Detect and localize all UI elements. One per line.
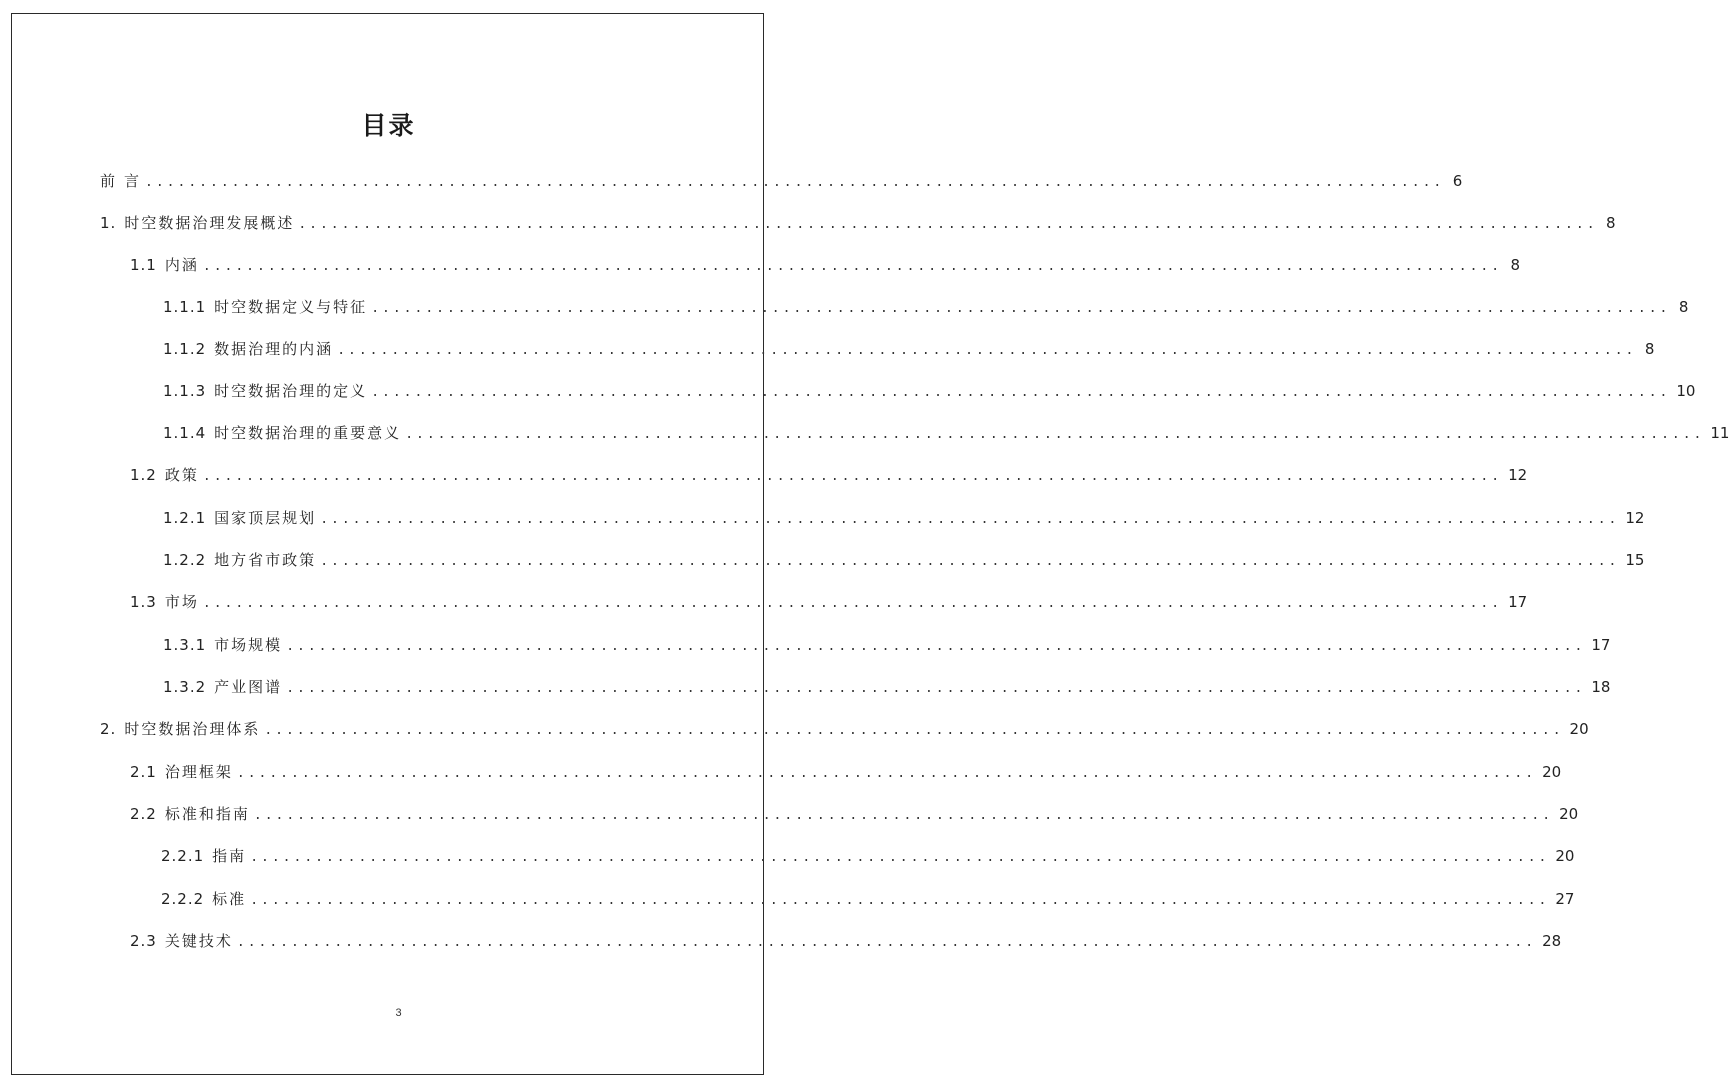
toc-entry[interactable]: [163, 380, 1696, 404]
toc-entry[interactable]: [163, 422, 1729, 446]
toc-entry-page: 8: [1678, 298, 1689, 316]
toc-entry-title: 关键技术: [164, 932, 233, 950]
toc-entry-number: 1.1.1: [163, 298, 207, 316]
toc-entry-page: 27: [1555, 890, 1575, 908]
toc-leader-dots: ........................................................................................................................: [250, 850, 1550, 865]
toc-entry-number: 1.3: [130, 593, 157, 611]
toc-leader-dots: ........................................................................................................................: [286, 681, 1586, 696]
toc-entry[interactable]: [161, 845, 1575, 869]
toc-entry-number: 1.: [100, 214, 117, 232]
toc-entry-number: 1.3.1: [163, 636, 207, 654]
toc-entry-title: 治理框架: [164, 763, 233, 781]
toc-entry-title: 时空数据治理体系: [124, 720, 261, 738]
toc-entry[interactable]: [161, 888, 1575, 912]
toc-entry[interactable]: [163, 507, 1645, 531]
toc-entry-page: 11: [1710, 424, 1729, 442]
toc-entry-number: 2.1: [130, 763, 157, 781]
toc-leader-dots: ........................................................................................................................: [337, 343, 1637, 358]
toc-entry-page: 18: [1591, 678, 1611, 696]
toc-entry[interactable]: [163, 676, 1611, 700]
toc-entry-page: 10: [1676, 382, 1696, 400]
toc-entry-title: 内涵: [164, 256, 199, 274]
toc-entry-page: 6: [1452, 172, 1463, 190]
toc-entry-number: 前: [100, 172, 117, 190]
toc-entry-title: 标准: [212, 890, 247, 908]
toc-entry-title: 时空数据定义与特征: [214, 298, 368, 316]
toc-entry-page: 17: [1591, 636, 1611, 654]
toc-entry[interactable]: [163, 634, 1611, 658]
toc-leader-dots: ........................................................................................................................: [250, 893, 1550, 908]
toc-leader-dots: ........................................................................................................................: [236, 935, 1537, 950]
toc-entry[interactable]: [100, 718, 1589, 742]
toc-entry[interactable]: [130, 761, 1562, 785]
toc-entry-title: 数据治理的内涵: [214, 340, 334, 358]
toc-leader-dots: ........................................................................................................................: [286, 639, 1586, 654]
toc-entry-number: 1.2.1: [163, 509, 207, 527]
toc-entry-page: 15: [1625, 551, 1645, 569]
toc-entry-page: 20: [1555, 847, 1575, 865]
toc-entry-title: 指南: [212, 847, 247, 865]
page-number: 3: [395, 1007, 402, 1019]
toc-leader-dots: ........................................................................................................................: [145, 175, 1445, 190]
toc-entry-page: 8: [1644, 340, 1655, 358]
toc-entry[interactable]: [130, 803, 1579, 827]
toc-leader-dots: ........................................................................................................................: [320, 554, 1620, 569]
toc-entry-title: 时空数据治理发展概述: [124, 214, 295, 232]
toc-leader-dots: ........................................................................................................................: [371, 385, 1671, 400]
toc-entry-title: 国家顶层规划: [214, 509, 317, 527]
toc-entry-title: 市场规模: [214, 636, 283, 654]
toc-entry[interactable]: [130, 254, 1521, 278]
toc-leader-dots: ........................................................................................................................: [202, 259, 1503, 274]
toc-entry-title: 时空数据治理的重要意义: [214, 424, 402, 442]
toc-entry[interactable]: [163, 338, 1655, 362]
toc-entry-page: 8: [1605, 214, 1616, 232]
toc-leader-dots: ........................................................................................................................: [371, 301, 1671, 316]
toc-entry-number: 1.1.4: [163, 424, 207, 442]
toc-entry[interactable]: [163, 296, 1689, 320]
toc-entry-number: 1.2: [130, 466, 157, 484]
toc-entry-number: 1.1.3: [163, 382, 207, 400]
toc-entry-page: 20: [1542, 763, 1562, 781]
toc-entry-number: 1.3.2: [163, 678, 207, 696]
toc-entry-title: 时空数据治理的定义: [214, 382, 368, 400]
toc-entry[interactable]: [130, 464, 1528, 488]
toc-entry-number: 1.1.2: [163, 340, 207, 358]
toc-leader-dots: ........................................................................................................................: [264, 723, 1564, 738]
toc-entry-number: 2.2: [130, 805, 157, 823]
toc-entry-title: 地方省市政策: [214, 551, 317, 569]
toc-entry-page: 12: [1508, 466, 1528, 484]
toc-leader-dots: ........................................................................................................................: [236, 766, 1537, 781]
toc-entry[interactable]: [130, 930, 1562, 954]
toc-entry-number: 1.1: [130, 256, 157, 274]
toc-entry-title: 标准和指南: [164, 805, 250, 823]
toc-entry-number: 2.2.2: [161, 890, 205, 908]
toc-entry-number: 2.3: [130, 932, 157, 950]
toc-leader-dots: ........................................................................................................................: [202, 596, 1503, 611]
toc-title: 目录: [361, 111, 416, 140]
toc-leader-dots: ........................................................................................................................: [298, 217, 1598, 232]
toc-entry-number: 2.: [100, 720, 117, 738]
toc-leader-dots: ........................................................................................................................: [253, 808, 1554, 823]
toc-leader-dots: ........................................................................................................................: [202, 469, 1503, 484]
toc-entry[interactable]: [100, 212, 1616, 236]
toc-entry-page: 8: [1510, 256, 1521, 274]
toc-entry-page: 20: [1559, 805, 1579, 823]
toc-entry-page: 28: [1542, 932, 1562, 950]
toc-entry-title: 市场: [164, 593, 199, 611]
toc-entry-number: 1.2.2: [163, 551, 207, 569]
toc-entry-number: 2.2.1: [161, 847, 205, 865]
toc-entry[interactable]: [100, 170, 1463, 194]
toc-entry-title: 言: [124, 172, 142, 190]
toc-entry-title: 政策: [164, 466, 199, 484]
toc-entry-page: 17: [1508, 593, 1528, 611]
toc-entry[interactable]: [130, 591, 1528, 615]
toc-entry-page: 12: [1625, 509, 1645, 527]
toc-entry[interactable]: [163, 549, 1645, 573]
toc-leader-dots: ........................................................................................................................: [320, 512, 1620, 527]
toc-leader-dots: ........................................................................................................................: [405, 427, 1705, 442]
toc-entry-title: 产业图谱: [214, 678, 283, 696]
toc-entry-page: 20: [1569, 720, 1589, 738]
